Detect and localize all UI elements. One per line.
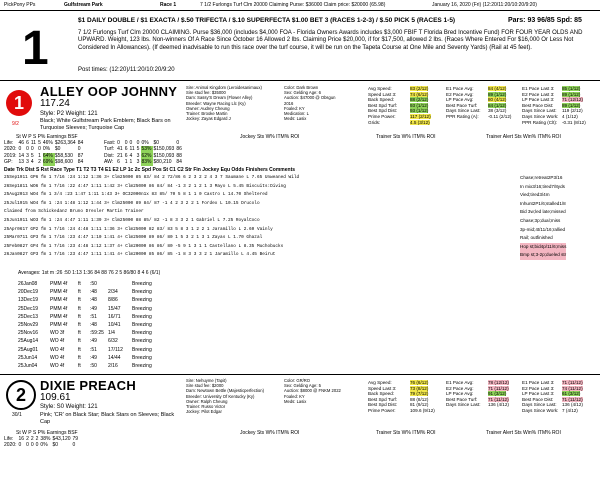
race-summary: 7 1/2 Furlongs Turf Clm 20000 Claiming Purse: $36000 Claim price: $20000 (65.98) (200, 2, 386, 8)
workout-row: 20Dec19 PMM 4f ft :48 2/34 Breezing (18, 289, 152, 296)
track-name: Gulfstream Park (64, 2, 103, 8)
life-stats-header: St W P S P% Earnings BSF (16, 134, 78, 140)
pp-line: 25Sep1911 GP6 fm 1 7/16 :24 1:12 1:36 3+ Clm25000 85 83/ 84 2 72/86 6 2 3 2 2 4 3 7 Saumane L 7.65 Unweaned Wild (4, 175, 300, 180)
speed-figures: Avg Speed: 83 (2/12) Speed Last 3: 74 (6/12) Back Speed: 88 (2/12) Best Spd Turf: 93 (1/12) Best Spd Dist: 93 (1/12) Prime Power: 117 (2/12) Grids: 4.5 (3/12) (368, 86, 431, 125)
workout-row: 25Dec19 PMM 4f ft :49 15/47 Breezing (18, 305, 152, 312)
averages-row: Averages: 1st m :26 :50 1:13 1:36 84 88 76 2 5 86/80 8 4 6 (6/1) (18, 270, 161, 276)
morning-line-odds: 30/1 (12, 412, 22, 418)
pp-column-headers: Date Trk Dist S Rst Race Type T1 T2 T3 T4 E1 E2 LP 1c 2c Spd Pos St C1 C2 Str Fin Jockey Equ Odds Finishers Comments (4, 167, 296, 173)
race-label: Race 1 (160, 2, 177, 8)
workout-row: 25Jun14 WO 4f ft :49 14/44 Breezing (18, 354, 152, 361)
workout-row: 25Aug14 WO 4f ft :49 6/32 Breezing (18, 338, 152, 345)
workouts-list (18, 280, 152, 370)
trainer-alert-header: Trainer Alert Sts Win% ITM% ROI (486, 430, 561, 436)
wagers: $1 DAILY DOUBLE / $1 EXACTA / $.50 TRIFECTA / $.10 SUPERFECTA $1.00 BET 3 (RACES 1-2-3) / $.50 PICK 5 (RACES 1-5) (78, 17, 456, 24)
workout-row: 25Nov16 WO 3f ft :59:25 1/4 Breezing (18, 330, 152, 337)
horse-details: Color: Dark Brown Sex: Gelding Age: 6 Auction: $47000 @ Obsgun 2016 Foaled: KY Medication: L Meds: Lasix (284, 85, 336, 122)
pp-line: 26Jan0827 GP3 fm 1 7/16 :23 4:47 1:11 1:41 4+ Clm20000 85 86/ 85 -1 8 3 3 3 2 1 Jaramillo L 4.45 Beirut (4, 252, 276, 258)
horse-name[interactable]: DIXIE PREACH (40, 378, 137, 393)
style-weight: Style: P2 Weight: 121 (40, 111, 98, 117)
trainer-alert-header: Trainer Alert Sts Win% ITM% ROI (486, 134, 561, 140)
workout-row: 25Aug01 WO 4f ft :51 17/112 Breezing (18, 346, 152, 353)
silks: Black; White Gulfstream Park Emblem; Black Bars on Turquoise Sleeves; Turquoise Cap (40, 118, 171, 131)
pace-figures: E1 Pace Avg: 78 (12/12) E2 Pace Avg: 71 (11/12) LP Pace Avg: 91 (3/12) Best Pace Turf: 71 (11/12) Days Since Last: 136 (4/12) (446, 380, 509, 408)
horse-rating: 117.24 (40, 98, 70, 109)
breeding-info: Sire: Animal Kingdom (Leroidesanimaux) Sire stud fee: $35000 Dam: Sassy'S Dream (Flower Alley) Breeder: Wayne Racing Llc (Ky) Owner: Audrey Cheung Trainer: Brooke Martin Jockey: Zayas Edgard J (186, 85, 262, 122)
pp-comments: Chase;retreat2P3/16 In mix3/16;tired7/8yds Vied;tired3/4m Inhunt2P1/6;stalled1/8 Bid 3w;led late;missed Chase;3p;dual;miss 3p-mid;4t/11/16;rallied Rail; outfinished Hop st;bid4p/11/6;miss Bmp st;3-2p;dueled str (520, 174, 566, 260)
jockey-stats-header: Jockey Sts W% ITM% ROI (240, 430, 300, 436)
pars: Pars: 93 96/85 Spd: 85 (508, 17, 582, 24)
workout-row: 26Jan08 PMM 4f ft :50 Breezing (18, 281, 152, 287)
post-position-badge: 1 (6, 90, 32, 116)
workout-row: 13Dec19 PMM 4f ft :48 8/86 Breezing (18, 297, 152, 304)
pp-line: 26Sep1811 WO6 fm 1 7/16 :22 4:47 1:11 1:42 3+ Clm25000 86 84/ 84 -1 3 2 1 2 1 3 Mayo L 5.45 Biscuits:Diving (4, 183, 286, 189)
past-performance-lines (4, 174, 299, 260)
jockey-stats-header: Jockey Sts W% ITM% ROI (240, 134, 300, 140)
pp-line: 25Mar0711 GP3 fm 1 7/16 :23 4:47 1:10 1:41 4+ Clm25000 89 86/ 80 1 5 3 2 1 3 1 Zayas L 1.70 Ghazal (4, 235, 263, 241)
race-date: January 16, 2020 (Fri) (12:20/11:20/10:20/9:20) (432, 2, 537, 8)
workout-row: 25Jun04 WO 4f ft :50 2/16 Breezing (18, 363, 152, 370)
horse-name[interactable]: ALLEY OOP JOHNNY (40, 84, 178, 99)
life-stats-table: Life: 46 6 11 5 46% $263,364 84 2020: 0 0 0 0 0% $0 0 2019: 14 3 5 1 64% $58,530 87 GP: 13 3 4 2 69% $98,600 84 (4, 140, 84, 166)
surface-stats-table: Fast: 0 0 0 0 0% $0 0 Turf: 41 6 11 5 53% $150,093 86 Dist: 21 6 4 3 62% $150,093 88 AW: 6 1 1 3 83% $80,210 84 (104, 140, 182, 166)
race-conditions: 7 1/2 Furlongs Turf Clm 20000 CLAIMING. Purse $36,000 (includes $4,000 FOA - Florida Owners Awards includes $3,000 FBIF T Florida Bred Incentive Fund) FOR FOUR YEAR OLDS AND UPWARD. Weight, 123 lbs. Non-winners Of A Race Since October 16 Allowed 2 lbs. Claiming Price $20,000, if for $17,500, allowed 2 lbs. (Races Where Entered For $16,000 Or Less Not Considered In Allowances). (If deemed inadvisable to run this race over the turf course, it will be run on the Tapeta Course at One Mile and Seventy Yards) (Rail at 45 feet). (78, 30, 583, 51)
life-stats-table: Life: 16 2 2 2 38% $43,120 79 2020: 0 0 0 0 0% $0 0 (4, 436, 79, 449)
trainer-stats-header: Trainer Sts W% ITM% ROI (376, 430, 436, 436)
post-times: Post times: (12:20)/11:20/10:20/9:20 (78, 67, 175, 73)
style-weight: Style: S0 Weight: 121 (40, 404, 98, 410)
pace-last3: E1 Pace Last 3: 85 (1/12) E2 Pace Last 3: 89 (1/12) LP Pace Last 3: 71 (12/12) Best Pace Dist: 89 (1/12) Days Since Last: 119 (2/12) Days Since Work: 4 (1/12) PPR Rating (Clt): -0.31 (8/12) (522, 86, 586, 125)
workout-row: 25Nov29 PMM 4f ft :48 10/41 Breezing (18, 322, 152, 329)
trainer-stats-header: Trainer Sts W% ITM% ROI (376, 134, 436, 140)
pp-line: 25Aug2013 WO4 fm 1 3/4 :23 1:47 1:11 1:43 3+ OC32000n1x 83 85/ 70 5 8 1 1 0 Castro L 14.70 Sheltered (4, 192, 268, 198)
life-stats-header: St W P S P% Earnings BSF (16, 430, 78, 436)
pp-line: 25Feb0827 GP4 fm 1 7/16 :23 4:48 1:12 1:37 4+ Clm20000 86 86/ 80 -5 9 1 3 1 1 Castellano L 8.35 Muchobucks (4, 243, 284, 249)
workout-row: 25Dec13 PMM 4f ft :51 16/71 Breezing (18, 313, 152, 320)
morning-line-odds: 9/2 (12, 121, 19, 127)
pace-figures: E1 Pace Avg: 84 (4/12) E2 Pace Avg: 89 (1/12) LP Pace Avg: 80 (4/12) Best Pace Turf: 84 (1/12) Days Since Last: 38 (3/12) PPR Rating (A): -0.11 (2/12) (446, 86, 512, 119)
pp-claim-note: Claimed from Schickedanz Bruno Drexler Martin Trainer (4, 209, 144, 215)
brand: PickPony PPs (4, 2, 36, 8)
pp-line: 25Jul1915 WO4 fm 1 :24 1:48 1:12 1:44 3+ Clm25000 89 84/ 87 -1 4 2 3 2 2 1 Fordex L 10.15 Drucolo (4, 200, 260, 206)
pp-line: 25Jun1911 WO3 fm 1 :24 4:47 1:11 1:39 3+ Clm25000 88 85/ 82 -1 8 3 3 2 1 Gabriel L 7.25 RoyalCoco (4, 217, 260, 223)
horse-rating: 109.61 (40, 392, 71, 403)
race-number: 1 (22, 22, 49, 75)
horse-details: Color: GR/RO Sex: Gelding Age: 5 Auction: $8000 @ FNKM 2022 Foaled: KY Meds: Lasix (284, 378, 341, 404)
silks: Pink; 'CR' on Black Star; Black Stars on Sleeves; Black Cap (40, 412, 175, 425)
pace-last3: E1 Pace Last 3: 71 (11/12) E2 Pace Last 3: 74 (11/12) LP Pace Last 3: 61 (3/12) Best Pace Dist: 71 (11/12) Days Since Last: 136 (4/12) Days Since Work: 7 (4/12) (522, 380, 583, 413)
post-position-badge: 2 (6, 380, 36, 410)
pp-line: 25Apr0617 GP2 fm 1 7/16 :24 4:48 1:11 1:36 3+ Clm25000 82 83/ 83 5 8 3 1 2 2 1 Jaramillo L 2.60 Vainly (4, 226, 273, 232)
breeding-info: Sire: Nehuyme (Tapit) Sire stud fee: $2000 Dam: Newtown Bettle (Majesticperfection) Breeder: University Of Kentucky (Ky) Owner: Ralph Cheung Trainer: Russo Victor Jockey: Pilot Edgar (186, 378, 264, 415)
speed-figures: Avg Speed: 76 (6/12) Speed Last 3: 73 (8/12) Back Speed: 79 (7/12) Best Spd Turf: 88 (8/12) Best Spd Dist: 81 (9/12) Prime Power: 109.6 (9/12) (368, 380, 435, 413)
